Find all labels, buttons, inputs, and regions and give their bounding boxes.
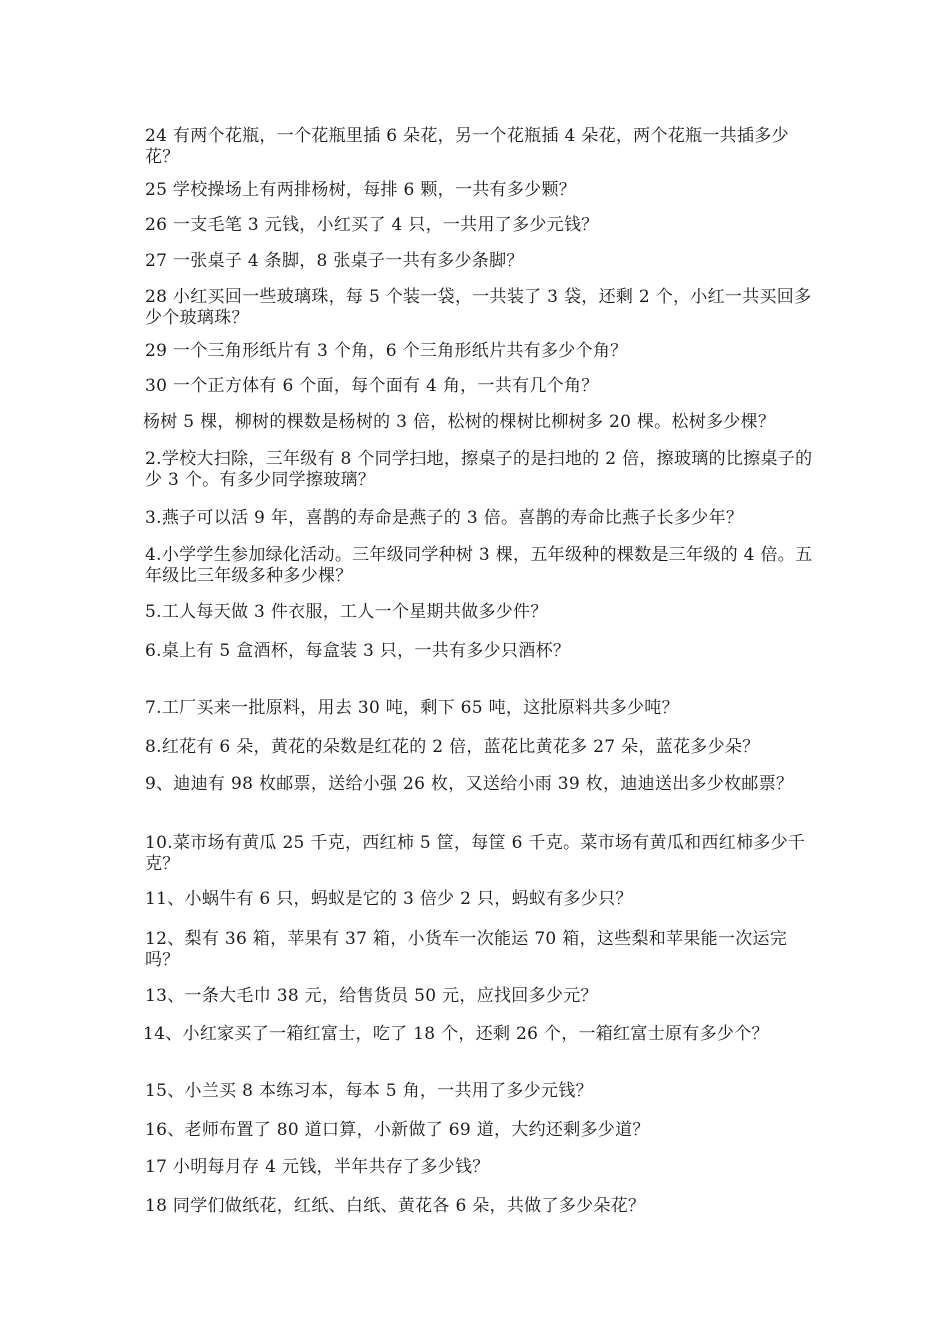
question-5: 5.工人每天做 3 件衣服，工人一个星期共做多少件？ [145, 602, 548, 622]
question-29: 29 一个三角形纸片有 3 个角，6 个三角形纸片共有多少个角？ [145, 341, 628, 361]
question-6: 6.桌上有 5 盒酒杯，每盒装 3 只，一共有多少只酒杯？ [145, 641, 571, 661]
question-9: 9、迪迪有 98 枚邮票，送给小强 26 枚，又送给小雨 39 枚，迪迪送出多少枚邮票？ [145, 774, 794, 794]
question-28: 28 小红买回一些玻璃珠，每 5 个装一袋，一共装了 3 袋，还剩 2 个，小红一共买回多少个玻璃珠？ [145, 287, 812, 328]
question-4: 4.小学学生参加绿化活动。三年级同学种树 3 棵，五年级种的棵数是三年级的 4 倍。五年级比三年级多种多少棵？ [145, 545, 813, 586]
question-10: 10.菜市场有黄瓜 25 千克，西红柿 5 筐，每筐 6 千克。菜市场有黄瓜和西红柿多少千克？ [145, 833, 806, 874]
question-18: 18 同学们做纸花，红纸、白纸、黄花各 6 朵，共做了多少朵花？ [145, 1196, 646, 1216]
question-17: 17 小明每月存 4 元钱，半年共存了多少钱？ [145, 1157, 490, 1177]
question-24: 24 有两个花瓶，一个花瓶里插 6 朵花，另一个花瓶插 4 朵花，两个花瓶一共插多少花？ [145, 126, 789, 167]
question-11: 11、小蜗牛有 6 只，蚂蚁是它的 3 倍少 2 只，蚂蚁有多少只？ [145, 889, 633, 909]
question-14: 14、小红家买了一箱红富士，吃了 18 个，还剩 26 个，一箱红富士原有多少个？ [143, 1024, 769, 1044]
question-25: 25 学校操场上有两排杨树，每排 6 颗，一共有多少颗？ [145, 180, 577, 200]
question-7: 7.工厂买来一批原料，用去 30 吨，剩下 65 吨，这批原料共多少吨？ [145, 698, 679, 718]
question-13: 13、一条大毛巾 38 元，给售货员 50 元，应找回多少元？ [145, 986, 598, 1006]
question-8: 8.红花有 6 朵，黄花的朵数是红花的 2 倍，蓝花比黄花多 27 朵，蓝花多少朵？ [145, 737, 760, 757]
question-3: 3.燕子可以活 9 年，喜鹊的寿命是燕子的 3 倍。喜鹊的寿命比燕子长多少年？ [145, 508, 744, 528]
question-15: 15、小兰买 8 本练习本，每本 5 角，一共用了多少元钱？ [145, 1081, 593, 1101]
question-30: 30 一个正方体有 6 个面，每个面有 4 角，一共有几个角？ [145, 376, 599, 396]
question-12: 12、梨有 36 箱，苹果有 37 箱，小货车一次能运 70 箱，这些梨和苹果能一次运完吗？ [145, 929, 788, 970]
question-2: 2.学校大扫除，三年级有 8 个同学扫地，擦桌子的是扫地的 2 倍，擦玻璃的比擦桌子的少 3 个。有多少同学擦玻璃？ [145, 449, 813, 490]
question-poplar-trees: 杨树 5 棵，柳树的棵数是杨树的 3 倍，松树的棵树比柳树多 20 棵。松树多少棵？ [143, 412, 776, 432]
question-27: 27 一张桌子 4 条脚，8 张桌子一共有多少条脚？ [145, 251, 524, 271]
question-16: 16、老师布置了 80 道口算，小新做了 69 道，大约还剩多少道？ [145, 1120, 650, 1140]
question-26: 26 一支毛笔 3 元钱，小红买了 4 只，一共用了多少元钱？ [145, 215, 599, 235]
